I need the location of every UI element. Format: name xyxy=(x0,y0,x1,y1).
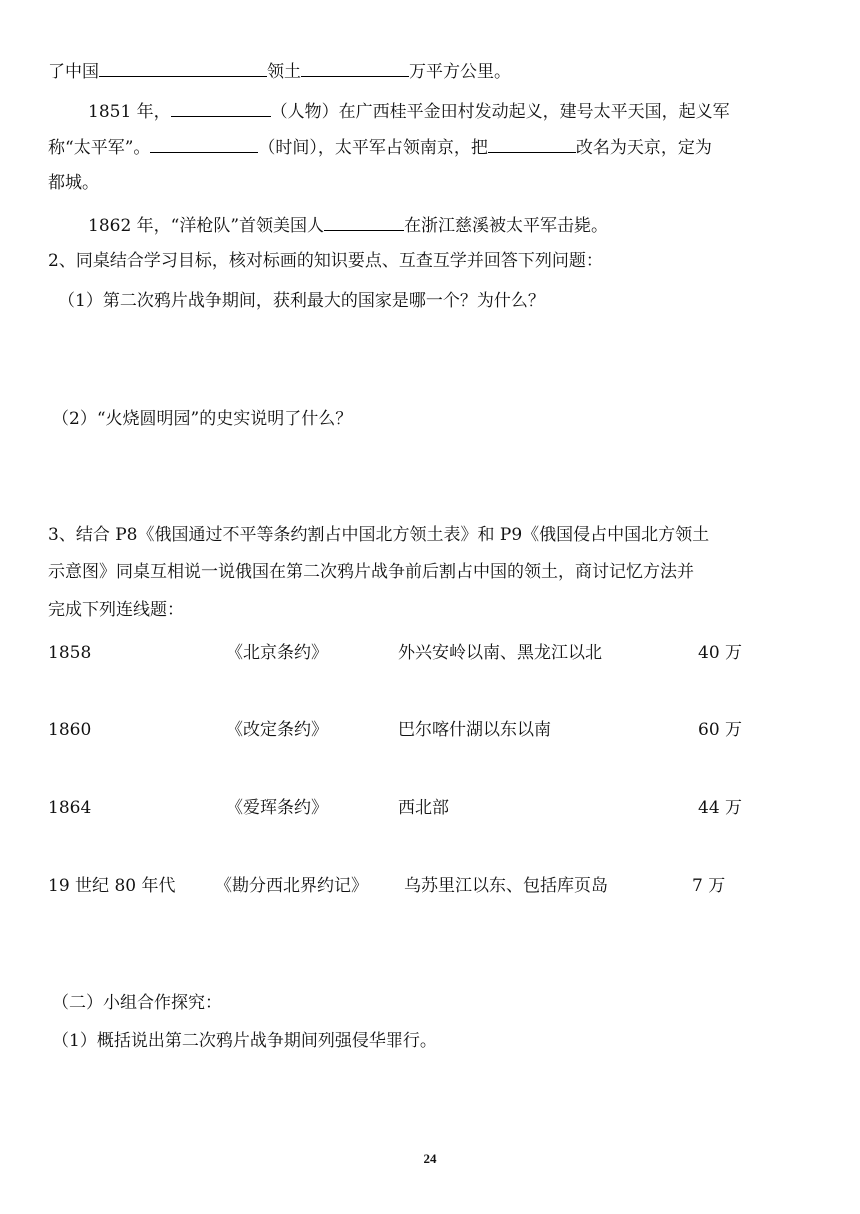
text-segment: 1862 年，“洋枪队”首领美国人 xyxy=(88,216,325,236)
text-segment: 了中国 xyxy=(48,62,99,82)
fill-in-line-taiping xyxy=(88,98,730,123)
text-segment: （时间），太平军占领南京，把 xyxy=(258,138,488,158)
matching-region[interactable]: 西北部 xyxy=(398,798,449,818)
blank-field[interactable] xyxy=(488,134,576,153)
page-number: 24 xyxy=(423,1151,437,1166)
blank-field[interactable] xyxy=(301,58,409,77)
matching-area[interactable]: 44 万 xyxy=(698,798,743,818)
text-segment: 万平方公里。 xyxy=(409,62,511,82)
matching-treaty[interactable]: 《勘分西北界约记》 xyxy=(215,876,368,896)
matching-year[interactable]: 1858 xyxy=(48,643,92,663)
fill-in-line-ever-victorious-army xyxy=(88,212,608,237)
matching-region[interactable]: 外兴安岭以南、黑龙江以北 xyxy=(398,643,602,663)
text-segment: （人物）在广西桂平金田村发动起义，建号太平天国，起义军 xyxy=(270,102,730,122)
question-2-2: （2）“火烧圆明园”的史实说明了什么？ xyxy=(52,409,353,429)
text-segment: 称“太平军”。 xyxy=(48,138,151,158)
matching-area[interactable]: 7 万 xyxy=(692,876,726,896)
matching-treaty[interactable]: 《改定条约》 xyxy=(226,720,328,740)
question-3-line-2: 示意图》同桌互相说一说俄国在第二次鸦片战争前后割占中国的领土，商讨记忆方法并 xyxy=(48,562,694,582)
blank-field[interactable] xyxy=(324,212,404,231)
text-segment: 在浙江慈溪被太平军击毙。 xyxy=(404,216,609,236)
matching-area[interactable]: 40 万 xyxy=(698,643,743,663)
question-2-heading: 2、同桌结合学习目标，核对标画的知识要点、互查互学并回答下列问题： xyxy=(48,251,603,271)
text-segment: 改名为天京，定为 xyxy=(575,138,712,158)
matching-region[interactable]: 乌苏里江以东、包括库页岛 xyxy=(404,876,608,896)
matching-year[interactable]: 19 世纪 80 年代 xyxy=(48,876,176,896)
section-2-heading: （二）小组合作探究： xyxy=(52,993,222,1013)
matching-region[interactable]: 巴尔喀什湖以东以南 xyxy=(398,720,551,740)
blank-field[interactable] xyxy=(150,134,258,153)
section-2-question-1: （1）概括说出第二次鸦片战争期间列强侵华罪行。 xyxy=(52,1031,437,1051)
matching-treaty[interactable]: 《北京条约》 xyxy=(226,643,328,663)
matching-year[interactable]: 1864 xyxy=(48,798,92,818)
question-3-line-3: 完成下列连线题： xyxy=(48,600,184,620)
text-line: 都城。 xyxy=(48,173,99,193)
fill-in-line-territory xyxy=(48,58,511,83)
matching-treaty[interactable]: 《爱珲条约》 xyxy=(226,798,328,818)
blank-field[interactable] xyxy=(171,98,271,117)
text-segment: 1851 年， xyxy=(88,102,171,122)
fill-in-line-nanjing xyxy=(48,134,712,159)
question-2-1: （1）第二次鸦片战争期间，获利最大的国家是哪一个？为什么？ xyxy=(58,291,545,311)
question-3-line-1: 3、结合 P8《俄国通过不平等条约割占中国北方领土表》和 P9《俄国侵占中国北方领土 xyxy=(48,525,710,545)
blank-field[interactable] xyxy=(99,58,267,77)
matching-year[interactable]: 1860 xyxy=(48,720,92,740)
matching-area[interactable]: 60 万 xyxy=(698,720,743,740)
text-segment: 领土 xyxy=(267,62,301,82)
